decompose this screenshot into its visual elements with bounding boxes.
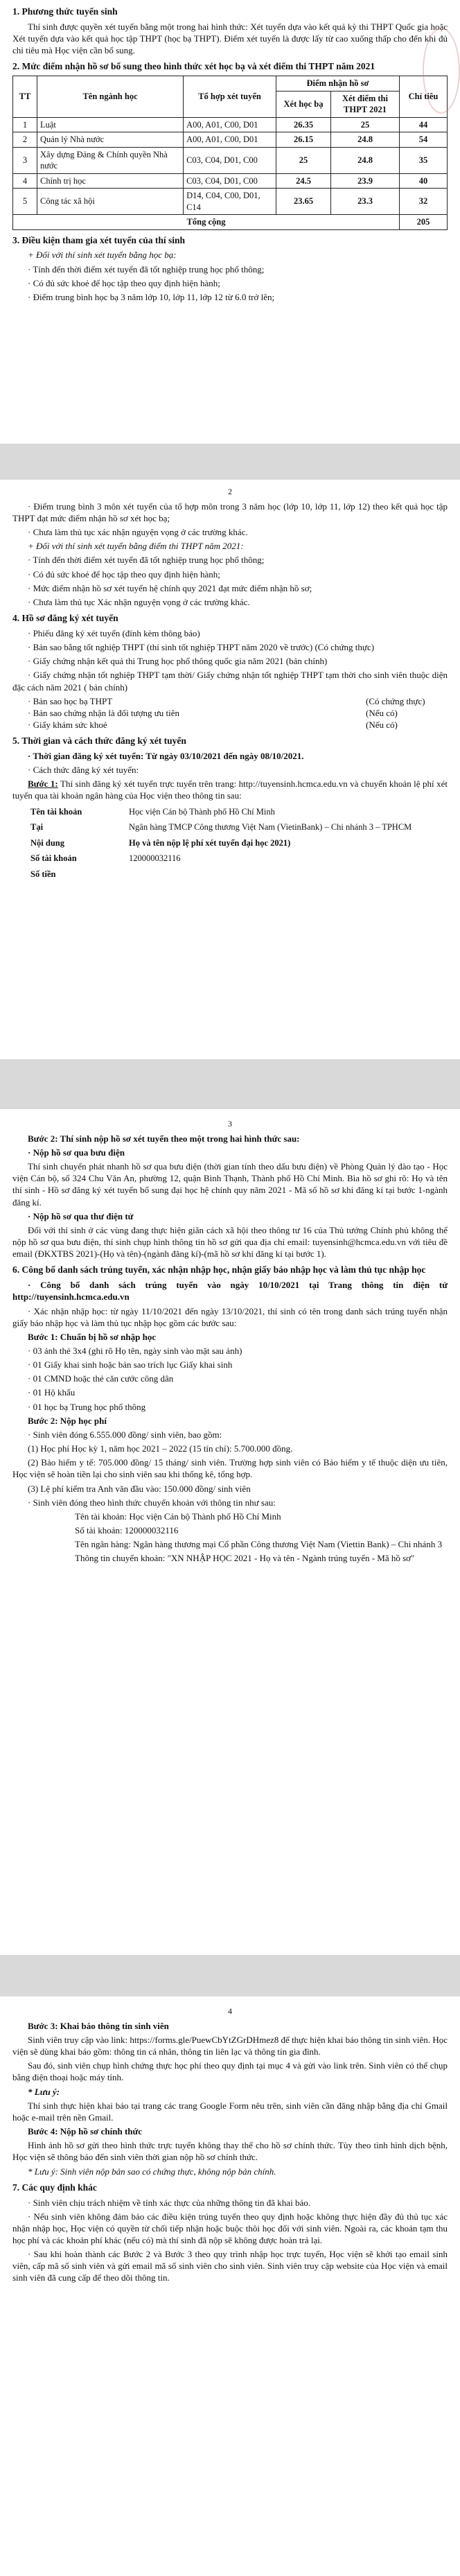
email-text: Đối với thí sinh ở các vùng đang thực hiện giãn cách xã hội theo thông tư 16 của Thủ tướng Chính phủ không thể nộp hồ sơ qua bưu điện, thí sinh chụp hình thông tin hồ sơ gửi qua địa chỉ email: tuyensinh@hcmca.edu.vn với tiêu đề email (ĐKXTBS 2021)-(Họ và tên)-(ngành đăng kí)-(mã hồ sơ khi đăng kí tại bước 1).: [12, 1224, 448, 1260]
pay-key: Nội dung: [30, 837, 64, 848]
cell-major: Công tác xã hội: [37, 189, 184, 215]
doc-note: (Nếu có): [366, 707, 398, 718]
pay-value: Ngân hàng TMCP Công thương Việt Nam (VietinBank) – Chi nhánh 3 – TPHCM: [129, 822, 412, 833]
email-title: · Nộp hồ sơ qua thư điện tử: [28, 1210, 134, 1221]
table-row: [13, 132, 448, 148]
cell-thpt: 24.8: [331, 147, 400, 173]
note-1-title: * Lưu ý:: [28, 2086, 60, 2097]
cell-hocba: 26.15: [276, 132, 331, 148]
doc-name: · Giấy khám sức khoẻ: [28, 719, 107, 730]
cell-hocba: 24.5: [276, 173, 331, 189]
list-item: · 03 ảnh thẻ 3x4 (ghi rõ Họ tên, ngày sinh vào mặt sau ảnh): [28, 1345, 242, 1356]
note-2: * Lưu ý: Sinh viên nộp bản sao có chứng thực, không nộp bản chính.: [28, 2166, 276, 2177]
cell-tt: 2: [13, 132, 37, 148]
cell-combo: A00, A01, C00, D01: [184, 132, 276, 148]
s2-title: Bước 2: Nộp học phí: [28, 1415, 107, 1426]
list-item: · Điểm trung bình học bạ 3 năm lớp 10, lớp 11, lớp 12 từ 6.0 trở lên;: [28, 291, 275, 302]
step-1-label: Bước 1:: [28, 778, 58, 790]
pay-value: 120000032116: [129, 853, 181, 864]
list-item: · Có đủ sức khoẻ để học tập theo quy định hiện hành;: [28, 568, 220, 580]
document-page-3: [0, 1109, 460, 1955]
list-item: · 01 CMND hoặc thẻ căn cước công dân: [28, 1373, 174, 1384]
sub-thpt: + Đối với thí sinh xét tuyển bằng điểm thi THPT năm 2021:: [28, 541, 244, 552]
bank-info: [75, 1511, 448, 1565]
pay-key: Số tài khoản: [30, 853, 77, 864]
th-hocba: Xét học bạ: [276, 91, 331, 117]
doc-note: (Có chứng thực): [366, 695, 425, 706]
list-item: [12, 719, 448, 731]
sub-hocba: + Đối với thí sinh xét tuyển bằng học bạ:: [28, 250, 177, 261]
cell-quota: 54: [400, 132, 448, 148]
th-score-group: Điểm nhận hồ sơ: [276, 76, 400, 92]
cell-quota: 32: [400, 189, 448, 215]
list-item: · Có đủ sức khoẻ để học tập theo quy định hiện hành;: [28, 277, 220, 288]
page-gap: [0, 1059, 460, 1109]
list-item: [12, 695, 448, 707]
pay-value: [125, 867, 442, 882]
post-text: Thí sinh chuyển phát nhanh hồ sơ qua bưu điện (thời gian tính theo dấu bưu điện) về Phòng Quản lý đào tạo - Học viện Cán bộ, số 324 Chu Văn An, phường 12, quận Bình Thạnh, Thành phố Hồ Chí Minh. Bìa hồ sơ ghi rõ: Họ và tên thí sinh - Hồ sơ đăng ký xét tuyển bổ sung đại học hệ chính quy năm 2021 - Mã số hồ sơ khi đăng kí tại bước 1-ngành đăng kí.: [12, 1161, 448, 1208]
section-6-title: 6. Công bố danh sách trúng tuyển, xác nhận nhập học, nhận giấy báo nhập học và làm thủ tục nhập học: [12, 1264, 426, 1276]
section-5-title: 5. Thời gian và cách thức đăng ký xét tuyển: [12, 736, 186, 747]
pay-key: Số tiền: [30, 869, 56, 879]
th-tt: TT: [13, 76, 37, 118]
table-row: [13, 117, 448, 132]
table-row: [13, 147, 448, 173]
th-combo: Tổ hợp xét tuyển: [184, 76, 276, 118]
th-thpt: Xét điểm thi THPT 2021: [331, 91, 400, 117]
list-item: (1) Học phí Học kỳ 1, năm học 2021 – 2022 (15 tín chỉ): 5.700.000 đồng.: [28, 1443, 293, 1454]
s1-title: Bước 1: Chuẩn bị hồ sơ nhập học: [28, 1331, 157, 1342]
cell-combo: D14, C04, C00, D01, C14: [184, 189, 276, 215]
table-total-row: [13, 215, 448, 230]
score-table: [12, 76, 448, 230]
list-item: · 01 học bạ Trung học phổ thông: [28, 1401, 146, 1412]
list-item: · Sinh viên đóng theo hình thức chuyển khoản với thông tin như sau:: [28, 1497, 276, 1508]
list-item: Thông tin chuyển khoản: "XN NHẬP HỌC 2021 - Họ và tên - Ngành trúng tuyển - Mã hồ sơ": [75, 1553, 415, 1564]
cell-quota: 35: [400, 147, 448, 173]
list-item: · Giấy chứng nhận tốt nghiệp THPT tạm thời/ Giấy chứng nhận tốt nghiệp THPT tạm thời cho sinh viên thuộc diện đặc cách năm 2021 ( bản chính): [12, 670, 448, 693]
section-4-title: 4. Hồ sơ đăng ký xét tuyển: [12, 613, 118, 624]
cell-tt: 5: [13, 189, 37, 215]
section-1-title: 1. Phương thức tuyển sinh: [12, 6, 118, 17]
section-7-title: 7. Các quy định khác: [12, 2182, 97, 2193]
list-item: · Chưa làm thủ tục Xác nhận nguyện vọng ở các trường khác.: [28, 596, 250, 607]
cell-major: Xây dựng Đảng & Chính quyền Nhà nước: [37, 147, 184, 173]
list-item: · Giấy chứng nhận kết quả thi Trung học phổ thông quốc gia năm 2021 (bản chính): [28, 656, 328, 667]
how-line: · Cách thức đăng ký xét tuyển:: [28, 765, 139, 776]
list-item: · Bản sao bằng tốt nghiệp THPT (thí sinh tốt nghiệp THPT năm 2020 về trước) (Có chứng thực): [28, 642, 375, 653]
list-item: · Sinh viên đóng 6.555.000 đồng/ sinh viên, bao gồm:: [28, 1429, 222, 1440]
page-number: 2: [228, 487, 232, 496]
step-2: Bước 2: Thí sinh nộp hồ sơ xét tuyển theo một trong hai hình thức sau:: [28, 1133, 300, 1144]
list-item: · Chưa làm thủ tục xác nhận nguyện vọng ở các trường khác.: [28, 527, 248, 538]
total-value: 205: [400, 215, 448, 230]
table-row: [13, 173, 448, 189]
cell-tt: 4: [13, 173, 37, 189]
pay-key: Tên tài khoản: [30, 806, 82, 817]
cell-quota: 40: [400, 173, 448, 189]
cell-hocba: 26.35: [276, 117, 331, 132]
list-item: · 01 Giấy khai sinh hoặc bản sao trích lục Giấy khai sinh: [28, 1359, 233, 1370]
s4-title: Bước 4: Nộp hồ sơ chính thức: [28, 2126, 143, 2137]
cell-combo: C03, C04, D01, C00: [184, 173, 276, 189]
note-1-text: Thí sinh thực hiện khai báo tại trang các trang Google Form nêu trên, sinh viên cần đăng nhập bằng địa chỉ Gmail hoặc e-mail trên nền Gmail.: [12, 2100, 448, 2123]
list-item: · Nếu sinh viên không đảm bảo các điều kiện trúng tuyển theo quy định hoặc không thực hiện đầy đủ thủ tục xác nhận nhập học, Học viện có quyền từ chối tiếp nhận hoặc buộc thôi học đối với sinh viên. Ngoài ra, các khoản tạm thu học phí và các khoản phí khác (nếu có) mà thí sinh đã nộp sẽ không được hoàn trả lại.: [12, 2211, 448, 2245]
list-item: (2) Bảo hiểm y tế: 705.000 đồng/ 15 tháng/ sinh viên. Trường hợp sinh viên có Bảo hiểm y tế thuộc diện ưu tiên, Học viện sẽ hoàn tiền lại cho sinh viên sau khi thống kê, tổng hợp.: [12, 1457, 448, 1480]
s3-text[interactable]: Sinh viên truy cập vào link: https://forms.gle/PuewCbYtZGrDHmez8 để thực hiện khai báo thông tin sinh viên. Học viện sẽ dùng khai báo gồm: thông tin cá nhân, thông tin liên lạc và thông tin gia đình.: [12, 2034, 448, 2057]
step-1-text[interactable]: Thí sinh đăng ký xét tuyển trực tuyến trên trang: http://tuyensinh.hcmca.edu.vn và chuyển khoản lệ phí xét tuyển qua tài khoản ngân hàng của Học viện theo thông tin sau:: [12, 778, 448, 801]
list-item: (3) Lệ phí kiểm tra Anh văn đầu vào: 150.000 đồng/ sinh viên: [28, 1483, 251, 1494]
cell-major: Luật: [37, 117, 184, 132]
list-item: · Tính đến thời điểm xét tuyển đã tốt nghiệp trung học phổ thông;: [28, 555, 265, 566]
publish-title[interactable]: · Công bố danh sách trúng tuyển vào ngày 10/10/2021 tại Trang thông tin điện tử http://tuyensinh.hcmca.edu.vn: [12, 1280, 448, 1303]
th-major: Tên ngành học: [37, 76, 184, 118]
list-item: · Mức điểm nhận hồ sơ xét tuyển hệ chính quy 2021 đạt mức điểm nhận hồ sơ;: [28, 582, 312, 593]
pay-value: Học viện Cán bộ Thành phố Hồ Chí Minh: [129, 806, 275, 817]
page-number: 3: [228, 1119, 232, 1129]
list-item: Số tài khoản: 120000032116: [75, 1525, 179, 1536]
seal-watermark-icon: [423, 28, 460, 114]
total-label: Tổng cộng: [13, 215, 400, 230]
doc-note: (Nếu có): [366, 719, 398, 730]
page-gap: [0, 1955, 460, 1996]
s3-text-2: Sau đó, sinh viên chụp hình chứng thực học phí theo quy định tại mục 4 và gửi vào link trên. Sinh viên có thể chụp bằng điện thoại hoặc máy tính.: [12, 2060, 448, 2083]
s4-text: Hình ảnh hồ sơ gửi theo hình thức trực tuyến không thay thế cho hồ sơ chính thức. Tùy theo tình hình dịch bệnh, Học viện sẽ thông báo đến sinh viên thời gian nộp hồ sơ chính thức.: [12, 2140, 448, 2163]
section-2-title: 2. Mức điểm nhận hồ sơ bổ sung theo hình thức xét học bạ và xét điểm thi THPT năm 2021: [12, 61, 375, 72]
cell-tt: 3: [13, 147, 37, 173]
document-page-4: [0, 1996, 460, 2576]
cell-major: Chính trị học: [37, 173, 184, 189]
document-page-2: [0, 480, 460, 1059]
document-page-1: [0, 0, 460, 444]
cell-hocba: 23.65: [276, 189, 331, 215]
list-item: · Phiếu đăng ký xét tuyển (đính kèm thông báo): [28, 627, 200, 638]
list-item: · Tính đến thời điểm xét tuyển đã tốt nghiệp trung học phổ thông;: [28, 263, 265, 275]
payment-info: [26, 804, 442, 882]
section-3-title: 3. Điều kiện tham gia xét tuyển của thí sinh: [12, 234, 186, 245]
list-item: · 01 Hộ khẩu: [28, 1387, 76, 1398]
pay-key: Tại: [30, 822, 44, 833]
th-quota: Chỉ tiêu: [400, 76, 448, 118]
list-item: [12, 707, 448, 719]
cell-combo: A00, A01, C00, D01: [184, 117, 276, 132]
doc-name: · Bản sao chứng nhận là đối tượng ưu tiên: [28, 707, 180, 718]
section-1-text: Thí sinh được quyền xét tuyển bằng một trong hai hình thức: Xét tuyển dựa vào kết quả kỳ thi THPT Quốc gia hoặc Xét tuyển dựa vào kết quả học tập THPT (học bạ THPT). Điểm xét tuyển là được lấy từ cao xuống thấp cho đến khi đủ chỉ tiêu mà Học viện cần bổ sung.: [12, 21, 448, 56]
list-item: · Sau khi hoàn thành các Bước 2 và Bước 3 theo quy trình nhập học trực tuyến, Học viện sẽ khởi tạo email sinh viên, cấp mã số sinh viên và gửi email mã số sinh viên cho sinh viên. Sinh viên truy cập website của Học viện và email sinh viên đã cung cấp để theo dõi thông tin.: [12, 2249, 448, 2283]
cell-major: Quản lý Nhà nước: [37, 132, 184, 148]
list-item: Tên tài khoản: Học viện Cán bộ Thành phố Hồ Chí Minh: [75, 1511, 281, 1522]
post-title: · Nộp hồ sơ qua bưu điện: [28, 1147, 125, 1158]
time-line: · Thời gian đăng ký xét tuyển: Từ ngày 03/10/2021 đến ngày 08/10/2021.: [28, 750, 304, 761]
list-item: · Sinh viên chịu trách nhiệm về tính xác thực của những thông tin đã khai báo.: [28, 2197, 310, 2208]
cell-tt: 1: [13, 117, 37, 132]
list-item: · Điểm trung bình 3 môn xét tuyển của tổ hợp môn trong 3 năm học (lớp 10, lớp 11, lớp 12) theo kết quả học tập THPT đạt mức điểm nhận hồ sơ xét học bạ;: [12, 501, 448, 523]
page-number: 4: [228, 2006, 232, 2016]
cell-thpt: 25: [331, 117, 400, 132]
page-gap: [0, 444, 460, 480]
cell-combo: C03, C04, D01, C00: [184, 147, 276, 173]
table-row: [13, 189, 448, 215]
confirm-text: · Xác nhận nhập học: từ ngày 11/10/2021 đến ngày 13/10/2021, thí sinh có tên trong danh sách trúng tuyển nhận giấy báo nhập học và làm thủ tục nhập học gồm các bước sau:: [12, 1305, 448, 1328]
list-item: Tên ngân hàng: Ngân hàng thương mại Cổ phần Công thương Việt Nam (Viettin Bank) – Chi nhánh 3: [75, 1539, 443, 1550]
cell-thpt: 24.8: [331, 132, 400, 148]
s3-title: Bước 3: Khai báo thông tin sinh viên: [28, 2020, 169, 2031]
cell-hocba: 25: [276, 147, 331, 173]
cell-thpt: 23.9: [331, 173, 400, 189]
doc-name: · Bản sao học bạ THPT: [28, 695, 113, 706]
cell-thpt: 23.3: [331, 189, 400, 215]
cell-quota: 44: [400, 117, 448, 132]
pay-value: Họ và tên nộp lệ phí xét tuyển đại học 2021): [129, 837, 291, 848]
